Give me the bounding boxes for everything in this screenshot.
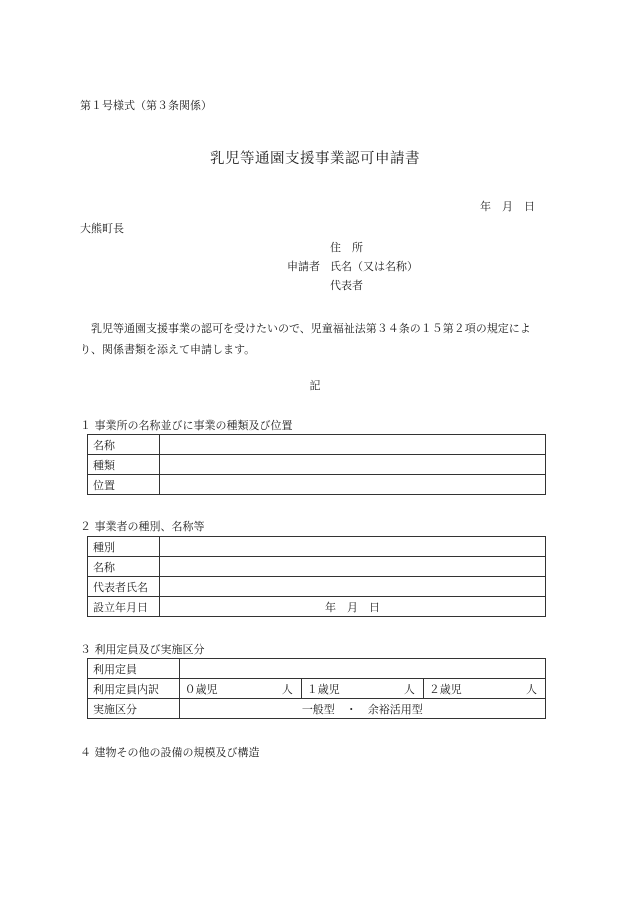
age2-count-field[interactable] (487, 679, 546, 699)
category-label: 実施区分 (88, 699, 180, 719)
established-date-field[interactable]: 年 月 日 (160, 597, 546, 617)
applicant-label: 申請者 (287, 260, 320, 273)
facility-type-label: 種類 (88, 455, 160, 475)
rep-name-label: 代表者氏名 (88, 577, 160, 597)
age0-count-field[interactable] (243, 679, 302, 699)
category-field[interactable]: 一般型 ・ 余裕活用型 (179, 699, 545, 719)
facility-name-label: 名称 (88, 435, 160, 455)
age0-label: ０歳児 (179, 679, 242, 699)
facility-table (87, 434, 546, 495)
operator-name-label: 名称 (88, 557, 160, 577)
operator-type-label: 種別 (88, 537, 160, 557)
section-4-heading: ４ 建物その他の設備の規模及び構造 (80, 746, 260, 759)
rep-name-field[interactable] (160, 577, 546, 597)
facility-location-field[interactable] (160, 475, 546, 495)
table-row (88, 455, 546, 475)
table-row (88, 699, 546, 719)
application-date: 年 月 日 (480, 200, 535, 213)
table-row (88, 577, 546, 597)
facility-name-field[interactable] (160, 435, 546, 455)
age0-unit: 人 (281, 682, 293, 696)
applicant-name-label: 氏名（又は名称） (330, 260, 418, 273)
facility-location-label: 位置 (88, 475, 160, 495)
facility-type-field[interactable] (160, 455, 546, 475)
document-title: 乳児等通園支援事業認可申請書 (210, 151, 420, 167)
table-row (88, 679, 546, 699)
representative-label: 代表者 (330, 279, 363, 292)
operator-table (87, 536, 546, 617)
age1-unit: 人 (403, 682, 415, 696)
application-statement: 乳児等通園支援事業の認可を受けたいので、児童福祉法第３４条の１５第２項の規定により、関係書類を添えて申請します。 (80, 322, 531, 356)
capacity-label: 利用定員 (88, 659, 180, 679)
table-row (88, 435, 546, 455)
section-1-heading: １ 事業所の名称並びに事業の種類及び位置 (80, 419, 293, 432)
form-number: 第１号様式（第３条関係） (80, 99, 212, 112)
operator-name-field[interactable] (160, 557, 546, 577)
table-row (88, 659, 546, 679)
ki-heading: 記 (309, 379, 321, 392)
operator-type-field[interactable] (160, 537, 546, 557)
capacity-field[interactable] (179, 659, 545, 679)
table-row (88, 537, 546, 557)
section-3-heading: ３ 利用定員及び実施区分 (80, 643, 205, 656)
established-date-label: 設立年月日 (88, 597, 160, 617)
address-label: 住 所 (330, 241, 363, 254)
capacity-breakdown-label: 利用定員内訳 (88, 679, 180, 699)
table-row (88, 597, 546, 617)
table-row (88, 557, 546, 577)
recipient: 大熊町長 (80, 222, 124, 235)
age2-unit: 人 (526, 682, 537, 696)
age2-label: ２歳児 (423, 679, 486, 699)
section-2-heading: ２ 事業者の種別、名称等 (80, 520, 205, 533)
capacity-table (87, 658, 546, 719)
age1-count-field[interactable] (365, 679, 424, 699)
table-row (88, 475, 546, 495)
age1-label: １歳児 (301, 679, 364, 699)
